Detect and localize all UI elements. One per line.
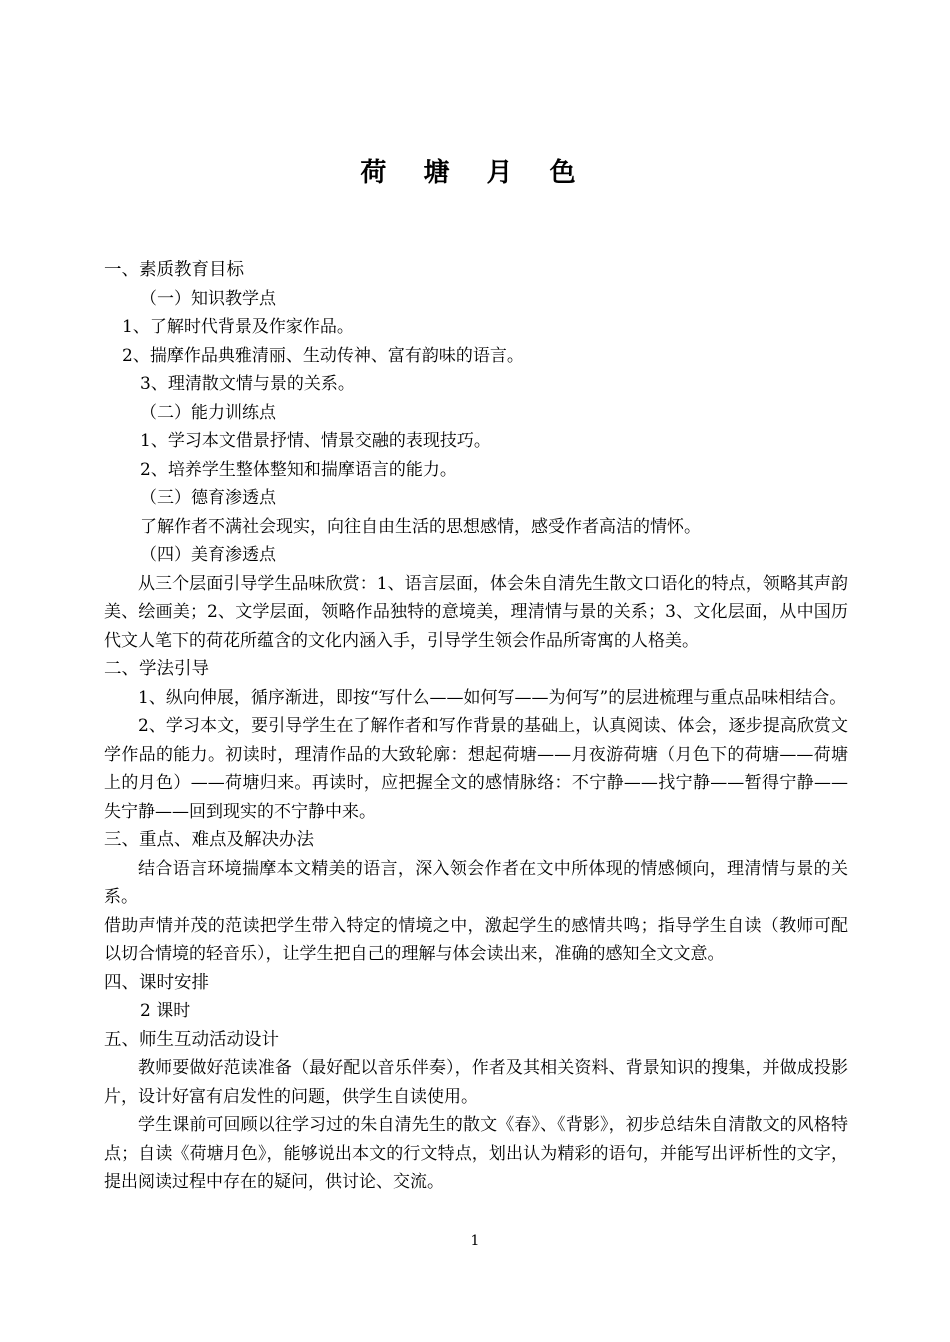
aesthetic-paragraph: 从三个层面引导学生品味欣赏：1、语言层面，体会朱自清先生散文口语化的特点，领略其声韵美、绘画美；2、文学层面，领略作品独特的意境美，理清情与景的关系；3、文化层面，从中国历代文人笔下的荷花所蕴含的文化内涵入手，引导学生领会作品所寄寓的人格美。 — [104, 573, 848, 651]
subheading-moral: （三）德育渗透点 — [140, 488, 276, 508]
subheading-aesthetic: （四）美育渗透点 — [140, 545, 276, 565]
subheading-knowledge: （一）知识教学点 — [140, 288, 276, 309]
method-paragraph-2: 2、学习本文，要引导学生在了解作者和写作背景的基础上，认真阅读、体会，逐步提高欣赏文学作品的能力。初读时，理清作品的大致轮廓：想起荷塘——月夜游荷塘（月色下的荷塘——荷塘上的月色）——荷塘归来。再读时，应把握全文的感情脉络：不宁静——找宁静——暂得宁静——失宁静——回到现实的不宁静中来。 — [104, 716, 848, 822]
document-body — [104, 256, 848, 1197]
section-heading-key-points: 三、重点、难点及解决办法 — [104, 830, 314, 850]
method-paragraph-1: 1、纵向伸展，循序渐进，即按“写什么——如何写——为何写”的层进梳理与重点品味相结合。 — [138, 687, 847, 708]
activities-paragraph-1: 教师要做好范读准备（最好配以音乐伴奏），作者及其相关资料、背景知识的搜集，并做成投影片，设计好富有启发性的问题，供学生自读使用。 — [104, 1058, 848, 1107]
key-points-paragraph-2: 借助声情并茂的范读把学生带入特定的情境之中，激起学生的感情共鸣；指导学生自读（教师可配以切合情境的轻音乐），让学生把自己的理解与体会读出来，准确的感知全文文意。 — [104, 915, 848, 964]
section-heading-method: 二、学法引导 — [104, 659, 209, 679]
ability-item-1: 1、学习本文借景抒情、情景交融的表现技巧。 — [140, 431, 491, 451]
ability-item-2: 2、培养学生整体整知和揣摩语言的能力。 — [140, 459, 457, 480]
knowledge-item-3: 3、理清散文情与景的关系。 — [140, 374, 355, 394]
knowledge-item-2: 2、揣摩作品典雅清丽、生动传神、富有韵味的语言。 — [122, 345, 524, 366]
section-heading-goals: 一、素质教育目标 — [104, 260, 244, 280]
subheading-ability: （二）能力训练点 — [140, 402, 276, 423]
document-title: 荷 塘 月 色 — [360, 158, 590, 188]
section-heading-schedule: 四、课时安排 — [104, 972, 209, 993]
activities-paragraph-2: 学生课前可回顾以往学习过的朱自清先生的散文《春》、《背影》，初步总结朱自清散文的风格特点；自读《荷塘月色》，能够说出本文的行文特点，划出认为精彩的语句，并能写出评析性的文字，提出阅读过程中存在的疑问，供讨论、交流。 — [104, 1115, 848, 1192]
schedule-paragraph: 2 课时 — [140, 1001, 191, 1021]
section-heading-activities: 五、师生互动活动设计 — [104, 1029, 279, 1050]
key-points-paragraph-1: 结合语言环境揣摩本文精美的语言，深入领会作者在文中所体现的情感倾向，理清情与景的关系。 — [104, 858, 848, 907]
page-number: 1 — [470, 1233, 480, 1249]
knowledge-item-1: 1、了解时代背景及作家作品。 — [122, 317, 354, 337]
moral-paragraph: 了解作者不满社会现实，向往自由生活的思想感情，感受作者高洁的情怀。 — [140, 516, 701, 537]
